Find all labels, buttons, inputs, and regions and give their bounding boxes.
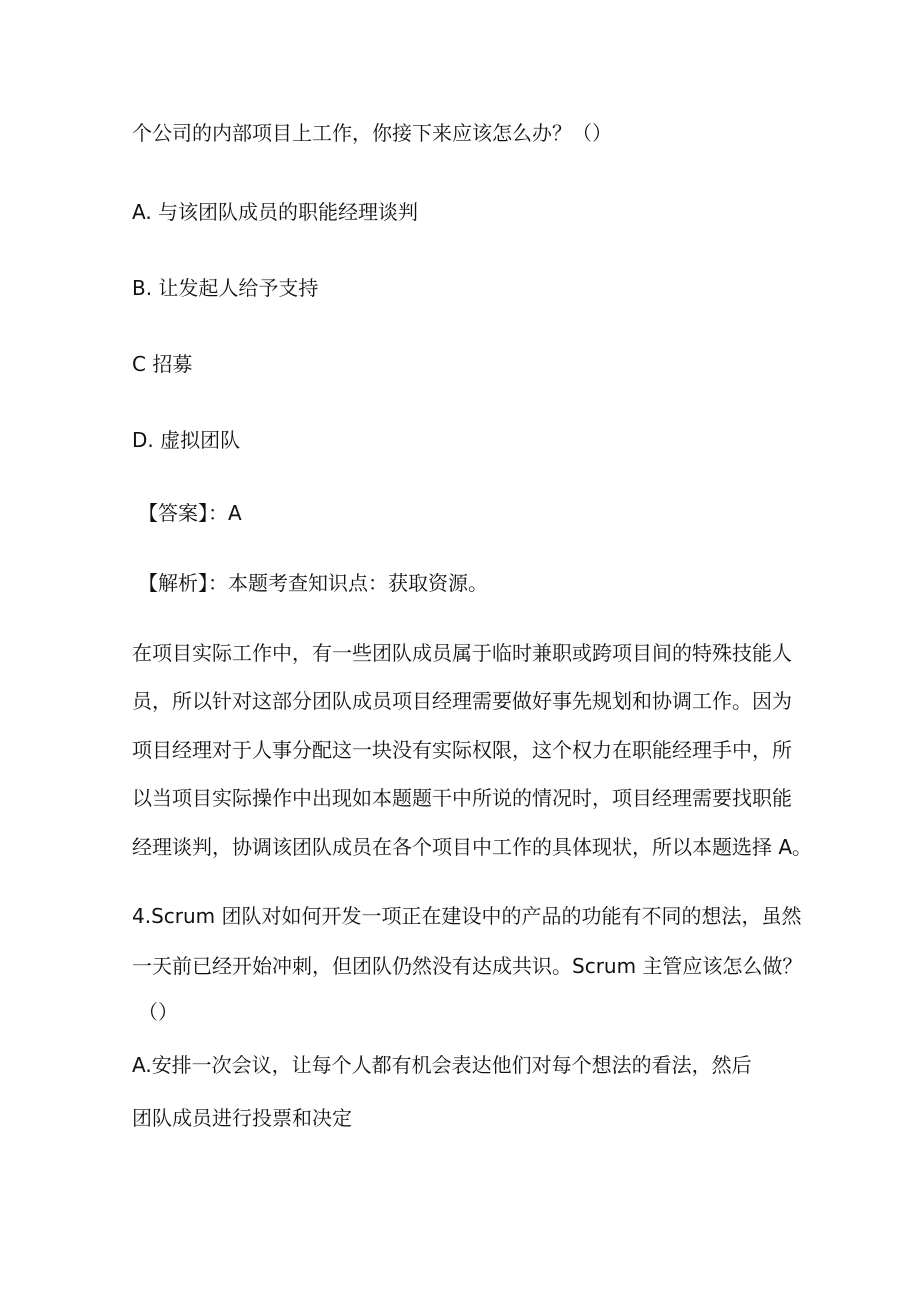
question-3-answer: 【答案】：A xyxy=(138,501,242,525)
question-3-option-b: B. 让发起人给予支持 xyxy=(132,276,319,300)
question-3-analysis-title: 【解析】：本题考查知识点：获取资源。 xyxy=(138,571,488,595)
question-4-stem-line-3: （） xyxy=(138,1000,178,1024)
analysis-line-5: 经理谈判，协调该团队成员在各个项目中工作的具体现状，所以本题选择 A。 xyxy=(132,835,813,859)
analysis-line-2: 员，所以针对这部分团队成员项目经理需要做好事先规划和协调工作。因为 xyxy=(132,689,792,713)
question-3-option-d: D. 虚拟团队 xyxy=(132,428,241,452)
question-4-option-a-line-1: A.安排一次会议，让每个人都有机会表达他们对每个想法的看法，然后 xyxy=(132,1053,752,1077)
analysis-line-3: 项目经理对于人事分配这一块没有实际权限，这个权力在职能经理手中，所 xyxy=(132,738,792,762)
question-4-stem-line-2: 一天前已经开始冲刺，但团队仍然没有达成共识。Scrum 主管应该怎么做？ xyxy=(132,954,803,978)
analysis-line-1: 在项目实际工作中，有一些团队成员属于临时兼职或跨项目间的特殊技能人 xyxy=(132,641,792,665)
question-3-stem: 个公司的内部项目上工作，你接下来应该怎么办？（） xyxy=(132,121,612,145)
question-4-option-a-line-2: 团队成员进行投票和决定 xyxy=(132,1106,352,1130)
question-3-option-a: A. 与该团队成员的职能经理谈判 xyxy=(132,200,419,224)
question-3-option-c: C 招募 xyxy=(132,352,193,376)
analysis-line-4: 以当项目实际操作中出现如本题题干中所说的情况时，项目经理需要找职能 xyxy=(132,786,792,810)
question-4-stem-line-1: 4.Scrum 团队对如何开发一项正在建设中的产品的功能有不同的想法，虽然 xyxy=(132,904,802,928)
